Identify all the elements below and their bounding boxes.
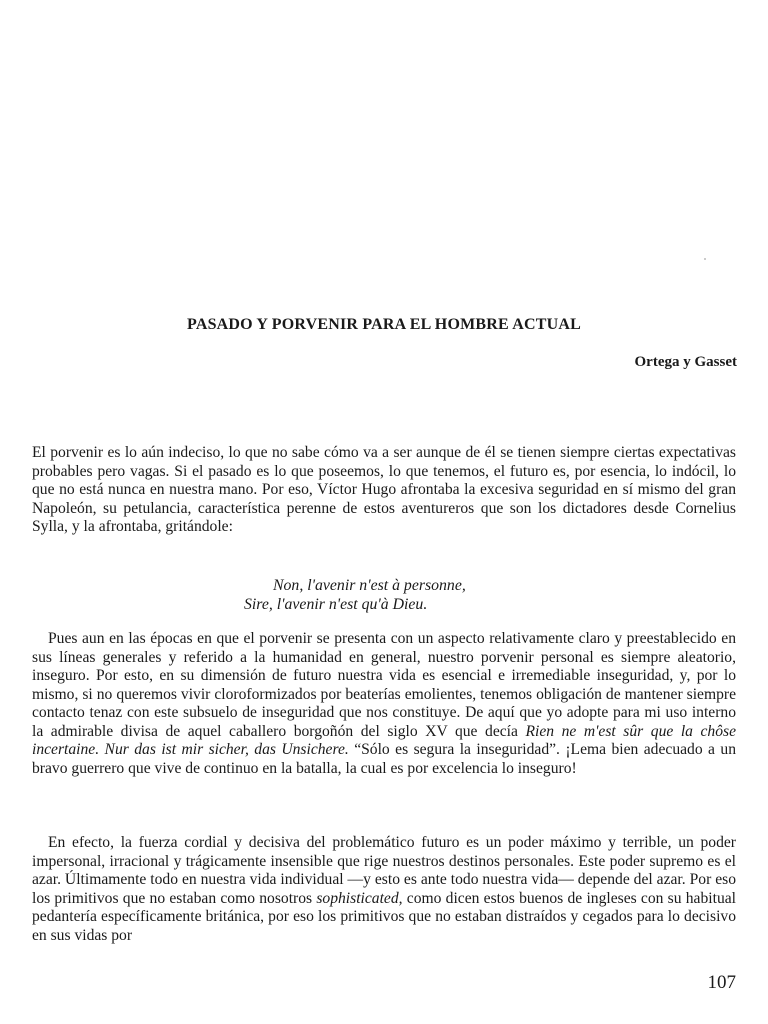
paragraph-3-italic: sophisticated, [316,889,403,907]
page-number: 107 [707,972,736,993]
paragraph-3-text-b: como dicen estos buenos de ingleses con su habitual pedantería específicamente británica, por eso los primitivos que no estaban distraídos y cegados para lo decisivo en sus vidas por [32,889,736,944]
paragraph-2-text-a: Pues aun en las épocas en que el porvenir se presenta con un aspecto relativamente claro y preestablecido en sus líneas generales y referido a la humanidad en general, nuestro porvenir personal es siempre aleatorio, inseguro. Por esto, en su dimensión de futuro nuestra vida es esencial e irremediable inseguridad, y, por lo mismo, si no queremos vivir cloroformizados por beaterías emolientes, tenemos obligación de mantener siempre contacto tenaz con este subsuelo de inseguridad que nos constituye. De aquí que yo adopte para mi uso interno la admirable divisa de aquel caballero borgoñón del siglo XV que decía [32,630,736,740]
paragraph-3-text-a: En efecto, la fuerza cordial y decisiva del problemático futuro es un poder máximo y terrible, un poder impersonal, irracional y trágicamente insensible que rige nuestros destinos personales. Este poder supremo es el azar. Últimamente todo en nuestra vida individual —y esto es ante todo nuestra vida— depende del azar. Por eso los primitivos que no estaban como nosotros [32,834,736,907]
verse-line-1: Non, l'avenir n'est à personne, [273,577,466,594]
verse-quote [244,576,466,614]
paragraph-2-text-b: “Sólo es segura la inseguridad”. ¡Lema bien adecuado a un bravo guerrero que vive de continuo en la batalla, la cual es por excelencia lo inseguro! [32,741,736,777]
paragraph-2-motto: Rien ne m'est sûr que la chôse incertaine. Nur das ist mir sicher, das Unsichere. [32,722,736,758]
scan-speck [704,258,706,260]
paragraph-2 [32,630,736,778]
page-title: PASADO Y PORVENIR PARA EL HOMBRE ACTUAL [187,316,581,333]
author-name: Ortega y Gasset [634,354,737,370]
verse-line-2: Sire, l'avenir n'est qu'à Dieu. [244,596,428,613]
paragraph-3 [32,834,736,945]
paragraph-1: El porvenir es lo aún indeciso, lo que no sabe cómo va a ser aunque de él se tienen siempre ciertas expectativas probables pero vagas. Si el pasado es lo que poseemos, lo que tenemos, el futuro es, por esencia, lo indócil, lo que no está nunca en nuestra mano. Por eso, Víctor Hugo afrontaba la excesiva seguridad en sí mismo del gran Napoleón, su petulancia, característica perenne de estos aventureros que son los dictadores desde Cornelius Sylla, y la afrontaba, gritándole: [32,444,736,535]
